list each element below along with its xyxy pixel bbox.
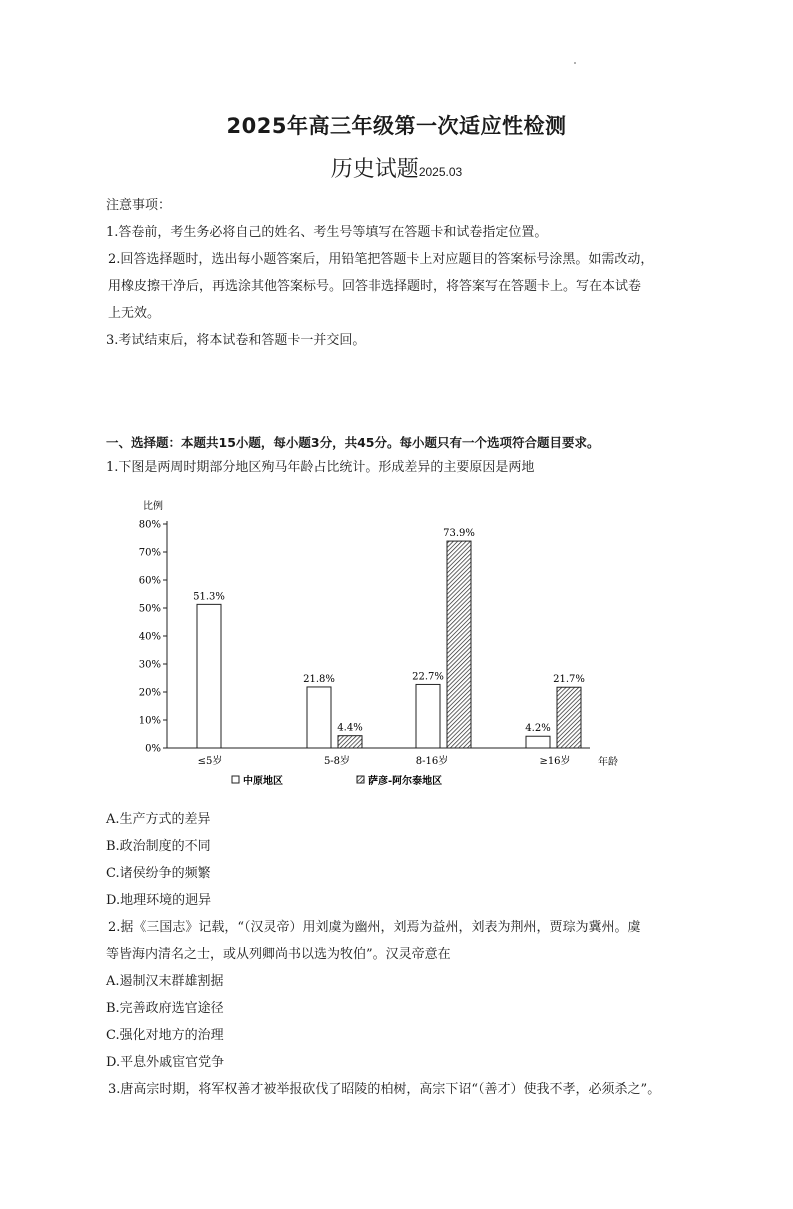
bar-central-plains: [197, 604, 221, 748]
note-item-1: 1.答卷前，考生务必将自己的姓名、考生号等填写在答题卡和试卷指定位置。: [106, 225, 548, 240]
question-2-stem-line-2: 等皆海内清名之士，或从列卿尚书以选为牧伯”。汉灵帝意在: [106, 947, 451, 962]
bar-value-label: 21.8%: [303, 673, 335, 685]
y-tick-label: 20%: [138, 687, 161, 699]
bar-value-label: 21.7%: [553, 674, 585, 686]
page-mark: [574, 62, 576, 64]
bar-sayan-altai: [447, 541, 471, 748]
legend-swatch-sayan-altai: [357, 776, 364, 783]
bar-central-plains: [416, 684, 440, 748]
bar-value-label: 4.2%: [525, 723, 551, 735]
legend-swatch-central-plains: [232, 776, 239, 783]
x-axis-label: 年龄: [598, 757, 618, 768]
bar-value-label: 73.9%: [443, 528, 475, 540]
y-tick-label: 40%: [138, 631, 161, 643]
x-axis-ticks: [198, 754, 571, 767]
notes-heading: 注意事项：: [106, 198, 172, 213]
question-3-stem-line-1: 3.唐高宗时期，将军权善才被举报砍伐了昭陵的柏树，高宗下诏“（善才）使我不孝，必须杀之”。: [108, 1082, 661, 1097]
y-tick-label: 80%: [138, 519, 161, 531]
q2-option-a: A.遏制汉末群雄割据: [106, 974, 224, 989]
exam-date: 2025.03: [418, 165, 463, 179]
q2-option-c: C.强化对地方的治理: [106, 1028, 224, 1043]
section-heading: 一、选择题：本题共15小题，每小题3分，共45分。每小题只有一个选项符合题目要求。: [106, 435, 600, 450]
q1-option-d: D.地理环境的迥异: [106, 893, 212, 908]
note-item-2-line-3: 上无效。: [108, 306, 161, 321]
legend-label-sayan-altai: 萨彦-阿尔泰地区: [368, 776, 443, 787]
note-item-3: 3.考试结束后，将本试卷和答题卡一并交回。: [106, 333, 366, 348]
y-tick-label: 60%: [138, 575, 161, 587]
bar-sayan-altai: [557, 687, 581, 748]
subject-name: 历史试题: [330, 157, 419, 182]
bar-value-label: 4.4%: [337, 722, 363, 734]
x-tick-label: 8-16岁: [415, 756, 449, 767]
note-item-2-line-2: 用橡皮擦干净后，再选涂其他答案标号。回答非选择题时，将答案写在答题卡上。写在本试卷: [108, 279, 642, 294]
y-tick-label: 70%: [138, 547, 161, 559]
q1-option-c: C.诸侯纷争的频繁: [106, 866, 211, 881]
y-axis-ticks: [139, 520, 167, 755]
q1-option-a: A.生产方式的差异: [106, 812, 211, 827]
q2-option-d: D.平息外戚宦官党争: [106, 1055, 225, 1070]
question-2-stem-line-1: 2.据《三国志》记载，“（汉灵帝）用刘虞为幽州，刘焉为益州，刘表为荆州，贾琮为冀州。虞: [108, 920, 641, 935]
legend-label-central-plains: 中原地区: [243, 776, 283, 787]
bar-value-label: 51.3%: [193, 591, 225, 603]
q2-option-b: B.完善政府选官途径: [106, 1001, 224, 1016]
bar-central-plains: [307, 687, 331, 748]
legend: [232, 774, 442, 787]
question-1-stem: 1.下图是两周时期部分地区殉马年龄占比统计。形成差异的主要原因是两地: [106, 460, 535, 475]
y-axis-label: 比例: [143, 501, 163, 512]
bar-central-plains: [526, 736, 550, 748]
y-tick-label: 30%: [138, 659, 161, 671]
age-ratio-chart: [130, 495, 630, 800]
bar-sayan-altai: [338, 736, 362, 748]
y-tick-label: 50%: [138, 603, 161, 615]
bar-value-label: 22.7%: [412, 671, 444, 683]
exam-title: 2025年高三年级第一次适应性检测: [226, 114, 567, 138]
x-tick-label: ≤5岁: [197, 756, 223, 767]
q1-option-b: B.政治制度的不同: [106, 839, 211, 854]
y-tick-label: 0%: [145, 743, 161, 755]
bars: [193, 528, 585, 748]
x-tick-label: ≥16岁: [539, 756, 571, 767]
note-item-2-line-1: 2.回答选择题时，选出每小题答案后，用铅笔把答题卡上对应题目的答案标号涂黑。如需改动，: [108, 252, 654, 267]
subject-title: [0, 152, 793, 183]
x-tick-label: 5-8岁: [323, 756, 351, 767]
y-tick-label: 10%: [138, 715, 161, 727]
